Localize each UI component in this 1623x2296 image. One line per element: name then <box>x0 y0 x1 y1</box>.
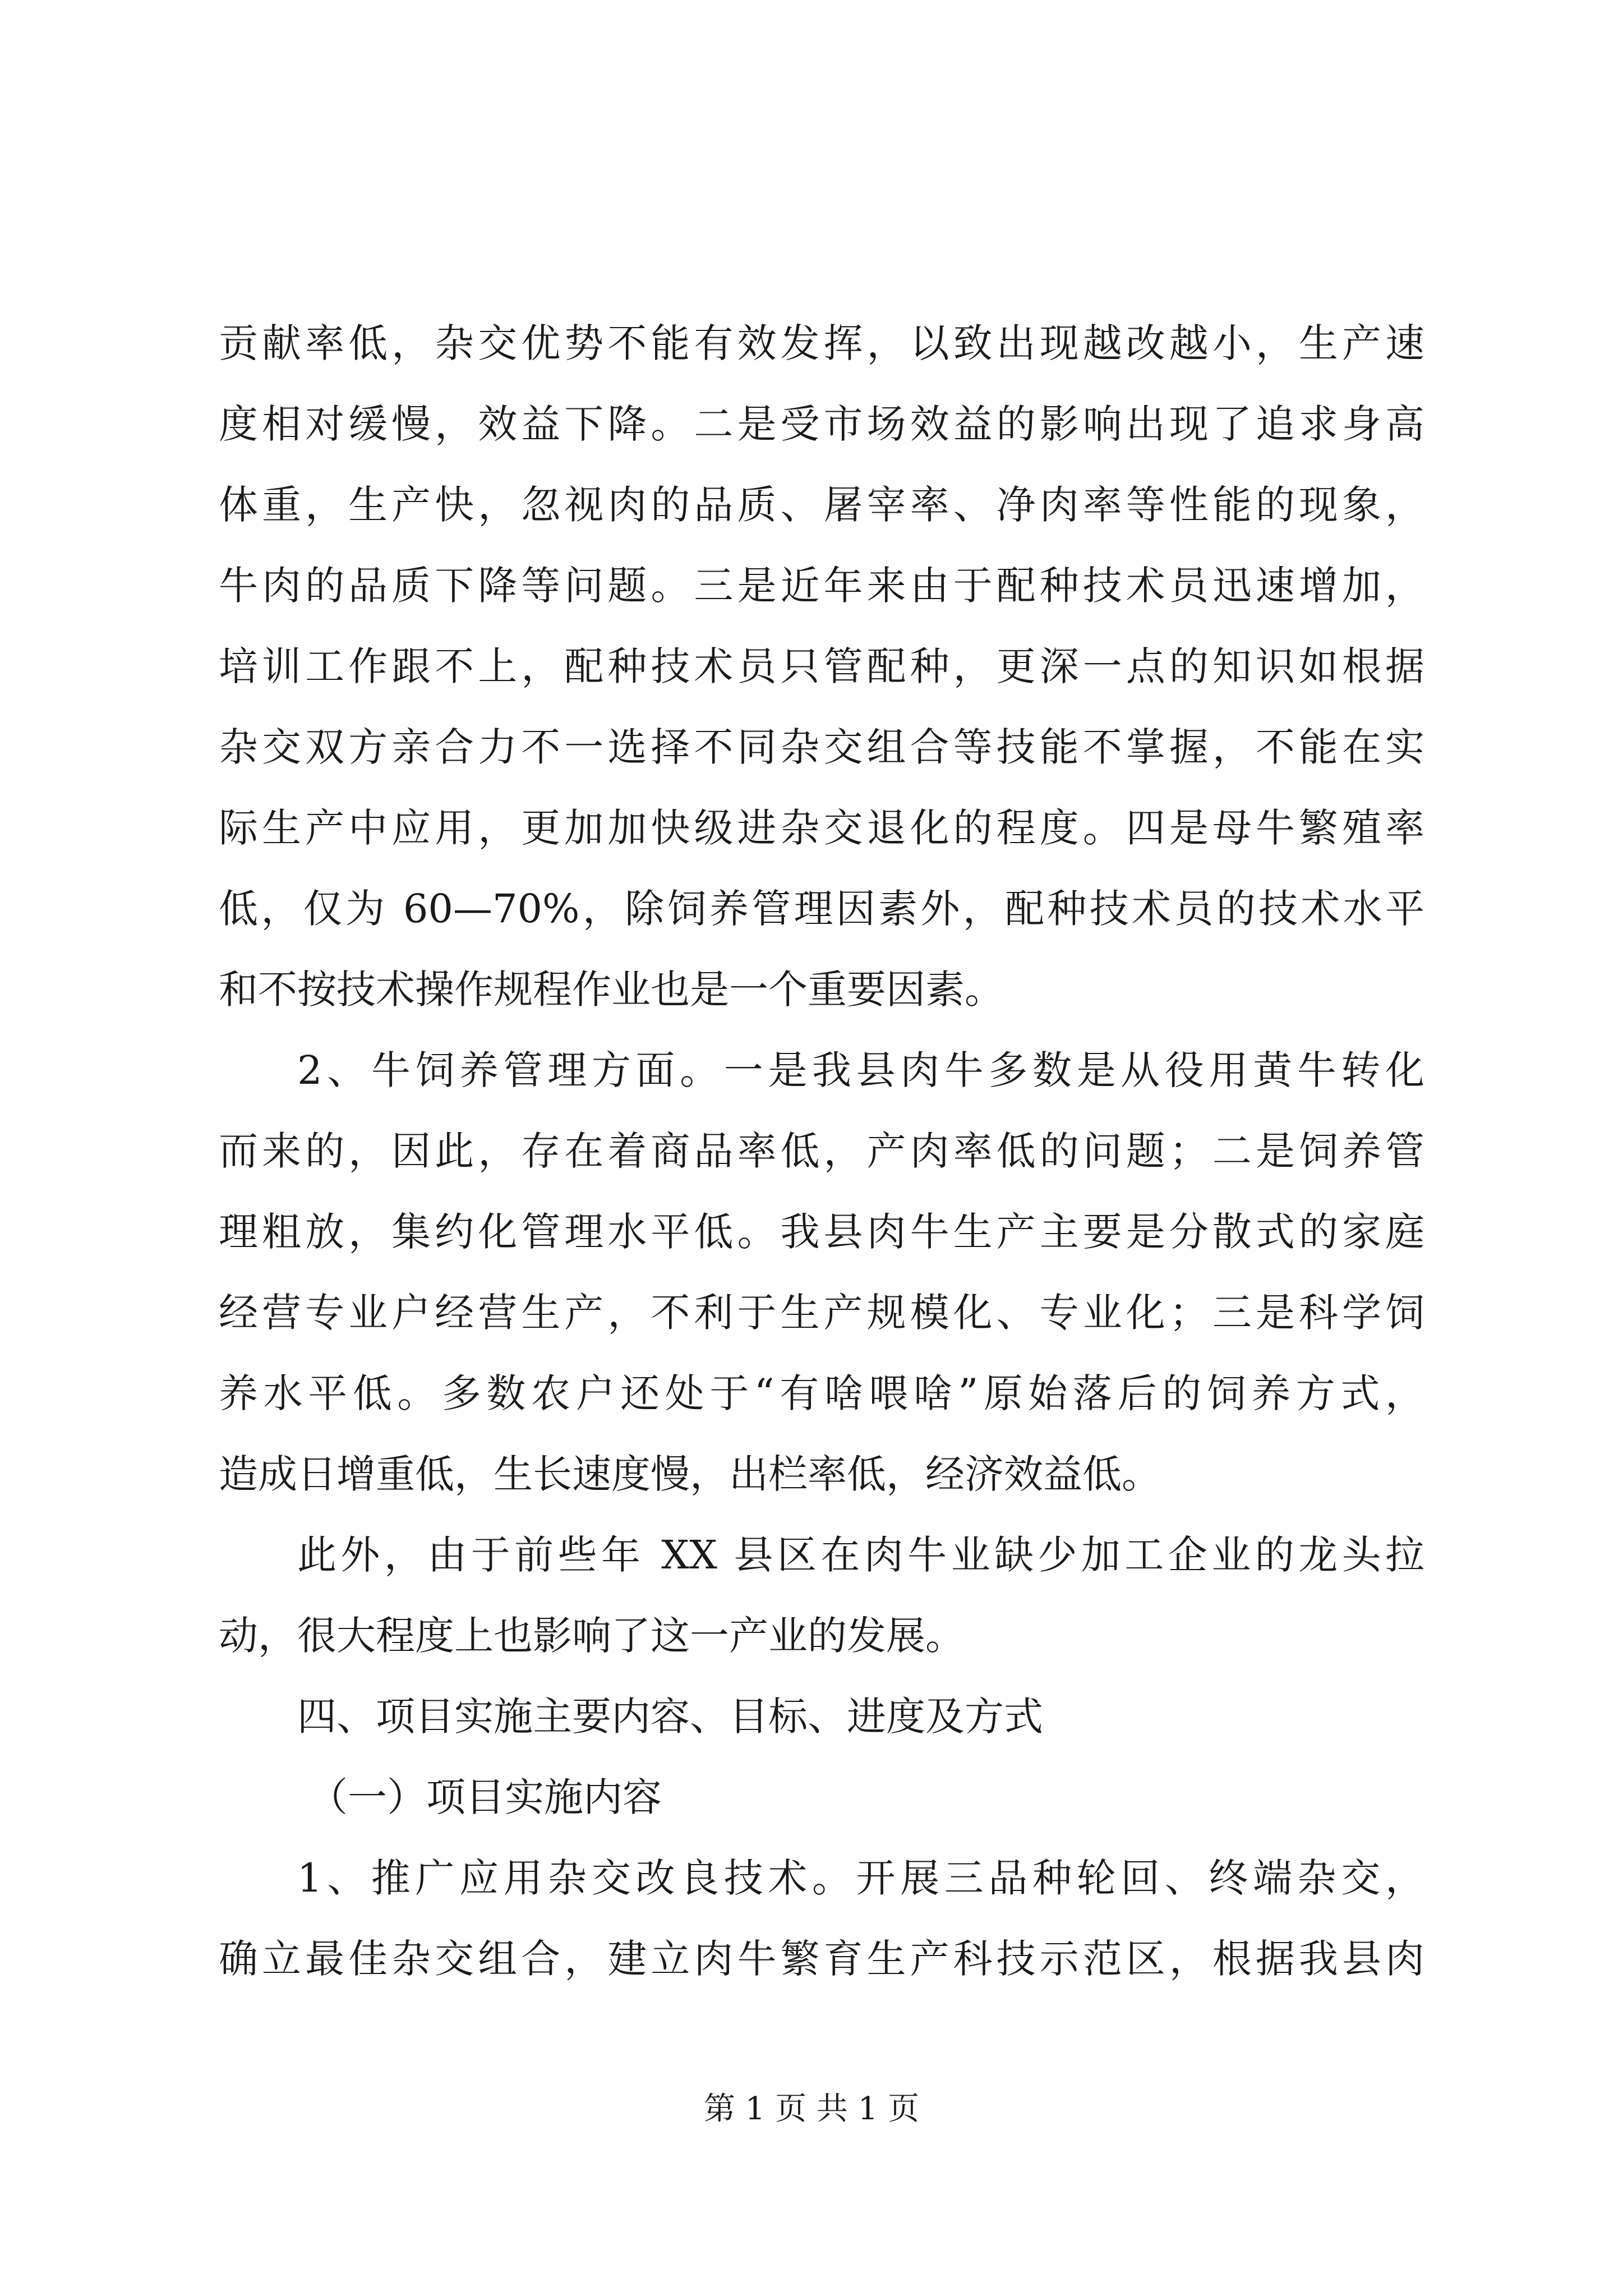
text-line: 和不按技术操作规程作业也是一个重要因素。 <box>219 967 1004 1013</box>
text-line: 低，仅为 60—70%，除饲养管理因素外，配种技术员的技术水平 <box>219 886 1424 932</box>
text-line: 此外，由于前些年 XX 县区在肉牛业缺少加工企业的龙头拉 <box>297 1532 1424 1578</box>
text-line: 培训工作跟不上，配种技术员只管配种，更深一点的知识如根据 <box>219 643 1424 689</box>
text-line: 体重，生产快，忽视肉的品质、屠宰率、净肉率等性能的现象， <box>219 482 1424 528</box>
document-body <box>219 303 1424 1999</box>
text-line: 际生产中应用，更加加快级进杂交退化的程度。四是母牛繁殖率 <box>219 805 1424 851</box>
text-line: 牛肉的品质下降等问题。三是近年来由于配种技术员迅速增加， <box>219 563 1424 609</box>
page-number-footer: 第 1 页 共 1 页 <box>703 2091 920 2127</box>
subsection-heading: （一）项目实施内容 <box>308 1774 662 1820</box>
text-line: 理粗放，集约化管理水平低。我县肉牛生产主要是分散式的家庭 <box>219 1209 1424 1255</box>
text-line: 动，很大程度上也影响了这一产业的发展。 <box>219 1613 965 1659</box>
text-line: 2、牛饲养管理方面。一是我县肉牛多数是从役用黄牛转化 <box>297 1047 1424 1093</box>
text-line: 而来的，因此，存在着商品率低，产肉率低的问题；二是饲养管 <box>219 1128 1424 1174</box>
text-line: 度相对缓慢，效益下降。二是受市场效益的影响出现了追求身高 <box>219 401 1424 447</box>
text-line: 1、推广应用杂交改良技术。开展三品种轮回、终端杂交， <box>297 1855 1424 1901</box>
text-line: 造成日增重低，生长速度慢，出栏率低，经济效益低。 <box>219 1451 1161 1497</box>
text-line: 确立最佳杂交组合，建立肉牛繁育生产科技示范区，根据我县肉 <box>219 1936 1424 1982</box>
text-line: 经营专业户经营生产，不利于生产规模化、专业化；三是科学饲 <box>219 1290 1424 1336</box>
text-line: 养水平低。多数农户还处于“有啥喂啥”原始落后的饲养方式， <box>219 1370 1424 1416</box>
section-heading: 四、项目实施主要内容、目标、进度及方式 <box>297 1694 1043 1740</box>
text-line: 贡献率低，杂交优势不能有效发挥，以致出现越改越小，生产速 <box>219 320 1424 366</box>
text-line: 杂交双方亲合力不一选择不同杂交组合等技能不掌握，不能在实 <box>219 724 1424 770</box>
